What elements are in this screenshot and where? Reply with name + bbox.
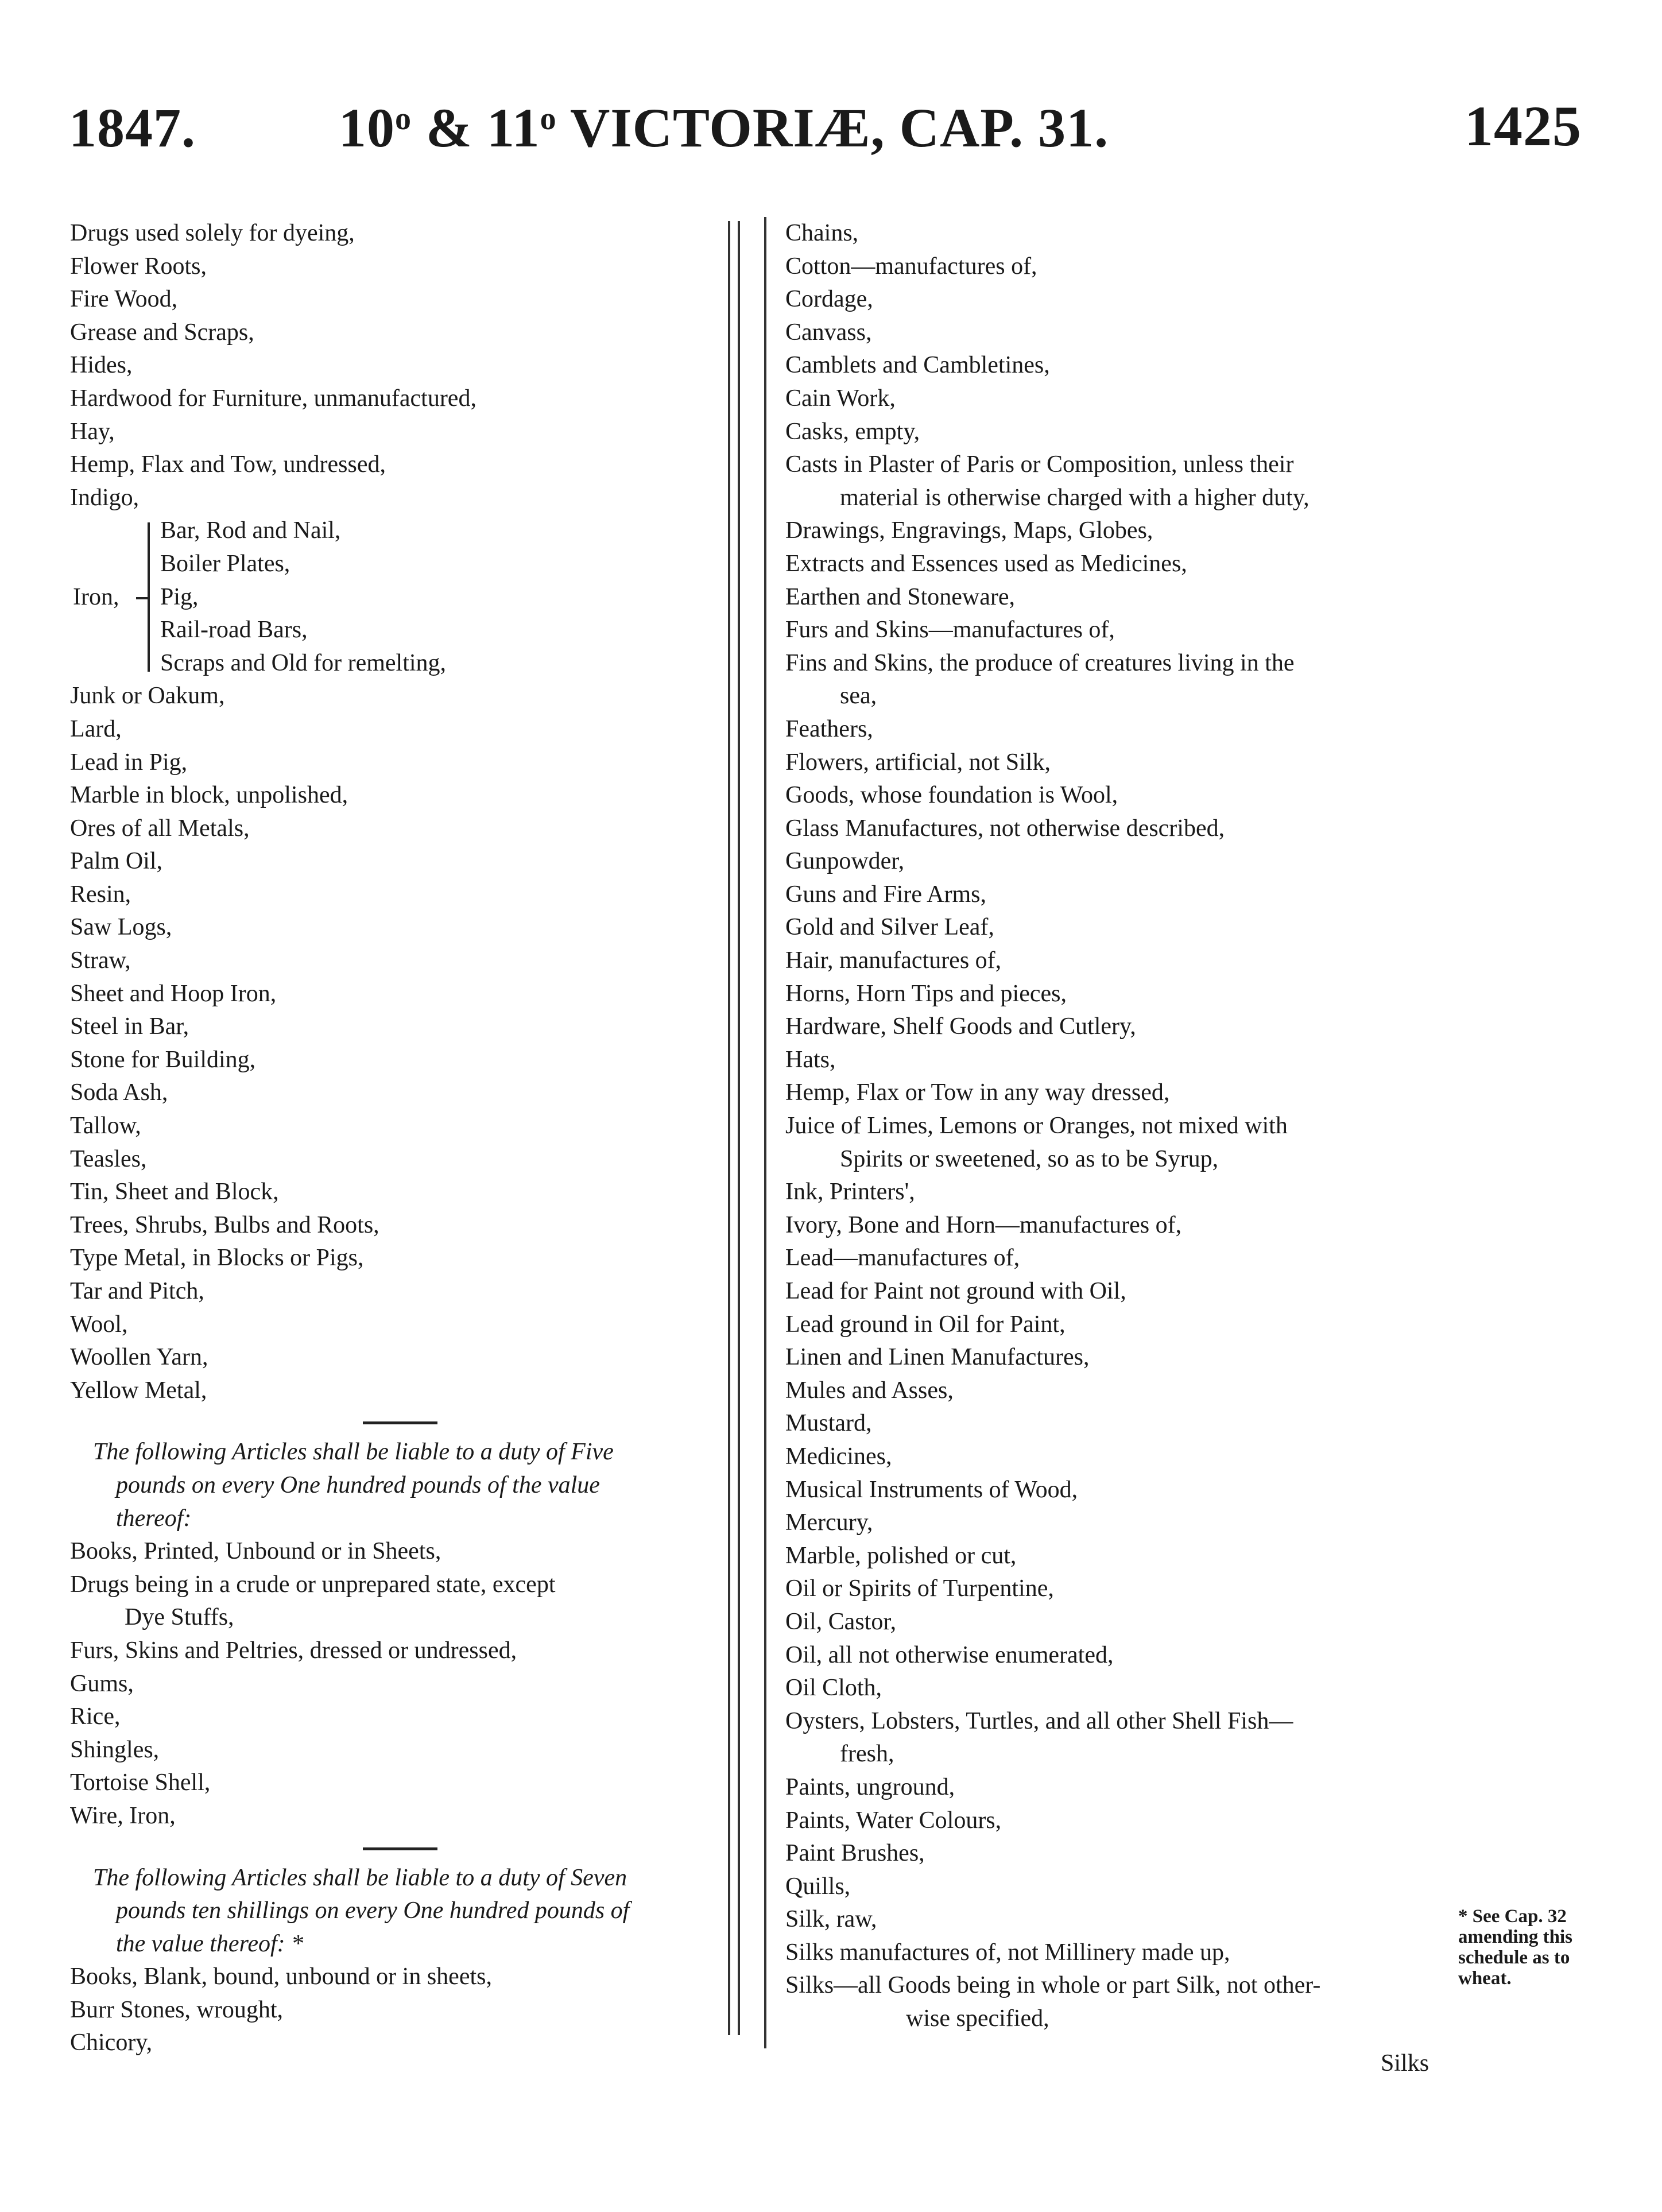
list-item: Wool, [70, 1311, 128, 1338]
list-item: Furs and Skins—manufactures of, [785, 617, 1115, 644]
margin-note-line: wheat. [1458, 1968, 1512, 1989]
list-item: sea, [840, 683, 877, 710]
list-item: Gold and Silver Leaf, [785, 914, 994, 941]
list-item: Ivory, Bone and Horn—manufactures of, [785, 1211, 1182, 1238]
list-item: Casks, empty, [785, 418, 920, 445]
list-item: Flowers, artificial, not Silk, [785, 749, 1051, 776]
list-item: Quills, [785, 1873, 851, 1900]
title-part: VICTORIÆ, CAP. 31. [556, 97, 1109, 158]
list-item: Cotton—manufactures of, [785, 253, 1037, 280]
list-item: Drugs being in a crude or unprepared state, except [70, 1571, 556, 1598]
list-item: Glass Manufactures, not otherwise described, [785, 815, 1225, 842]
list-item: Lard, [70, 715, 122, 742]
list-item: Flower Roots, [70, 253, 207, 280]
list-item: Musical Instruments of Wood, [785, 1476, 1078, 1503]
section-heading: pounds ten shillings on every One hundred pounds of [116, 1897, 630, 1924]
section-heading: The following Articles shall be liable to a duty of Five [93, 1439, 614, 1466]
list-item: Hay, [70, 418, 115, 445]
list-item: Horns, Horn Tips and pieces, [785, 980, 1067, 1007]
list-item: Tortoise Shell, [70, 1769, 211, 1796]
list-item: Furs, Skins and Peltries, dressed or undressed, [70, 1637, 517, 1664]
list-item: Boiler Plates, [160, 550, 290, 577]
list-item: Tallow, [70, 1113, 141, 1140]
title-part: 10 [339, 97, 395, 158]
left-column [70, 217, 725, 2060]
list-item: Oysters, Lobsters, Turtles, and all other Shell Fish— [785, 1707, 1293, 1734]
list-item: Linen and Linen Manufactures, [785, 1344, 1090, 1371]
list-item: Feathers, [785, 715, 873, 742]
list-item: Books, Printed, Unbound or in Sheets, [70, 1538, 441, 1565]
iron-sublist [160, 514, 446, 680]
list-item: Fire Wood, [70, 286, 178, 313]
list-item: Lead for Paint not ground with Oil, [785, 1278, 1126, 1304]
list-item: Ores of all Metals, [70, 815, 250, 842]
list-item: Oil or Spirits of Turpentine, [785, 1575, 1054, 1602]
list-item: Stone for Building, [70, 1046, 256, 1073]
list-item: Burr Stones, wrought, [70, 1996, 283, 2023]
list-item: Silks manufactures of, not Millinery made up, [785, 1939, 1230, 1966]
page-title [339, 97, 1109, 158]
list-item: Casts in Plaster of Paris or Composition, unless their [785, 451, 1294, 478]
page-number: 1425 [1465, 94, 1582, 158]
margin-note-line: schedule as to [1458, 1947, 1570, 1968]
list-item: wise specified, [906, 2005, 1049, 2032]
section-rule [70, 1833, 725, 1862]
list-item: Camblets and Cambletines, [785, 352, 1050, 379]
list-item: Yellow Metal, [70, 1377, 207, 1404]
list-item: Oil, all not otherwise enumerated, [785, 1641, 1114, 1668]
list-item: Drugs used solely for dyeing, [70, 220, 355, 246]
list-item: Chicory, [70, 2029, 153, 2056]
section-heading: pounds on every One hundred pounds of the value [116, 1471, 600, 1498]
title-superscript: o [395, 101, 412, 137]
list-item: Extracts and Essences used as Medicines, [785, 550, 1187, 577]
list-item: Rice, [70, 1703, 121, 1730]
list-item: Silks—all Goods being in whole or part Silk, not other- [785, 1972, 1321, 1999]
list-item: Paint Brushes, [785, 1840, 925, 1867]
list-item: Trees, Shrubs, Bulbs and Roots, [70, 1211, 379, 1238]
list-item: Bar, Rod and Nail, [160, 517, 341, 544]
list-item: Palm Oil, [70, 848, 163, 875]
list-item: Hemp, Flax and Tow, undressed, [70, 451, 386, 478]
list-item: Juice of Limes, Lemons or Oranges, not mixed with [785, 1113, 1288, 1140]
list-item: Lead in Pig, [70, 749, 188, 776]
list-item: Mules and Asses, [785, 1377, 954, 1404]
title-part: & 11 [412, 97, 540, 158]
list-item: Rail-road Bars, [160, 617, 308, 644]
list-item: Saw Logs, [70, 914, 172, 941]
list-item: Pig, [160, 583, 199, 610]
brace-icon [136, 514, 160, 680]
list-item: Sheet and Hoop Iron, [70, 980, 277, 1007]
list-item: material is otherwise charged with a higher duty, [840, 484, 1310, 511]
list-item: Marble in block, unpolished, [70, 782, 348, 809]
list-item: Paints, unground, [785, 1773, 955, 1800]
list-item: Lead—manufactures of, [785, 1245, 1020, 1272]
list-item: Gums, [70, 1670, 134, 1697]
list-item: Hair, manufactures of, [785, 947, 1002, 974]
list-item: Type Metal, in Blocks or Pigs, [70, 1245, 364, 1272]
list-item: Oil Cloth, [785, 1675, 882, 1702]
list-item: Earthen and Stoneware, [785, 583, 1016, 610]
list-item: Chains, [785, 220, 859, 246]
section-heading: the value thereof: * [116, 1930, 304, 1957]
right-column [785, 217, 1428, 2036]
section-heading: The following Articles shall be liable to a duty of Seven [93, 1864, 627, 1891]
list-item: Soda Ash, [70, 1079, 168, 1106]
list-item: Steel in Bar, [70, 1013, 189, 1040]
list-item: Resin, [70, 881, 131, 908]
title-superscript: o [540, 101, 557, 137]
list-item: Marble, polished or cut, [785, 1542, 1017, 1569]
list-item: Mustard, [785, 1410, 872, 1437]
list-item: Lead ground in Oil for Paint, [785, 1311, 1066, 1338]
list-item: Junk or Oakum, [70, 683, 225, 710]
list-item: Spirits or sweetened, so as to be Syrup, [840, 1145, 1219, 1172]
list-item: Paints, Water Colours, [785, 1807, 1002, 1834]
list-item: Hardware, Shelf Goods and Cutlery, [785, 1013, 1136, 1040]
iron-group [70, 514, 725, 680]
page-year: 1847. [69, 97, 196, 158]
column-divider [764, 217, 766, 2048]
iron-label: Iron, [73, 584, 119, 611]
margin-note [1458, 1906, 1642, 1989]
list-item: Wire, Iron, [70, 1802, 176, 1829]
list-item: Hats, [785, 1046, 836, 1073]
list-item: Books, Blank, bound, unbound or in sheets, [70, 1963, 492, 1990]
column-divider [728, 221, 730, 2035]
margin-note-line: amending this [1458, 1927, 1572, 1947]
list-item: Hides, [70, 352, 133, 379]
list-item: Gunpowder, [785, 848, 905, 875]
list-item: Fins and Skins, the produce of creatures living in the [785, 649, 1295, 676]
list-item: Cain Work, [785, 385, 896, 412]
section-rule [70, 1407, 725, 1436]
list-item: fresh, [840, 1741, 894, 1768]
list-item: Ink, Printers', [785, 1179, 915, 1206]
list-item: Cordage, [785, 286, 873, 313]
list-item: Grease and Scraps, [70, 319, 254, 346]
list-item: Canvass, [785, 319, 872, 346]
list-item: Dye Stuffs, [125, 1604, 234, 1631]
list-item: Drawings, Engravings, Maps, Globes, [785, 517, 1153, 544]
list-item: Indigo, [70, 484, 140, 511]
list-item: Mercury, [785, 1509, 873, 1536]
list-item: Silk, raw, [785, 1906, 877, 1933]
list-item: Tin, Sheet and Block, [70, 1179, 279, 1206]
margin-note-line: * See Cap. 32 [1458, 1906, 1567, 1927]
column-divider [738, 221, 740, 2035]
section-heading: thereof: [116, 1505, 192, 1532]
list-item: Guns and Fire Arms, [785, 881, 986, 908]
list-item: Shingles, [70, 1736, 160, 1763]
list-item: Scraps and Old for remelting, [160, 649, 447, 676]
list-item: Oil, Castor, [785, 1608, 897, 1635]
list-item: Tar and Pitch, [70, 1278, 204, 1304]
list-item: Goods, whose foundation is Wool, [785, 782, 1118, 809]
list-item: Straw, [70, 947, 131, 974]
list-item: Woollen Yarn, [70, 1344, 208, 1371]
list-item: Medicines, [785, 1443, 892, 1470]
catchword: Silks [1381, 2050, 1429, 2077]
list-item: Hardwood for Furniture, unmanufactured, [70, 385, 476, 412]
list-item: Hemp, Flax or Tow in any way dressed, [785, 1079, 1170, 1106]
list-item: Teasles, [70, 1145, 147, 1172]
